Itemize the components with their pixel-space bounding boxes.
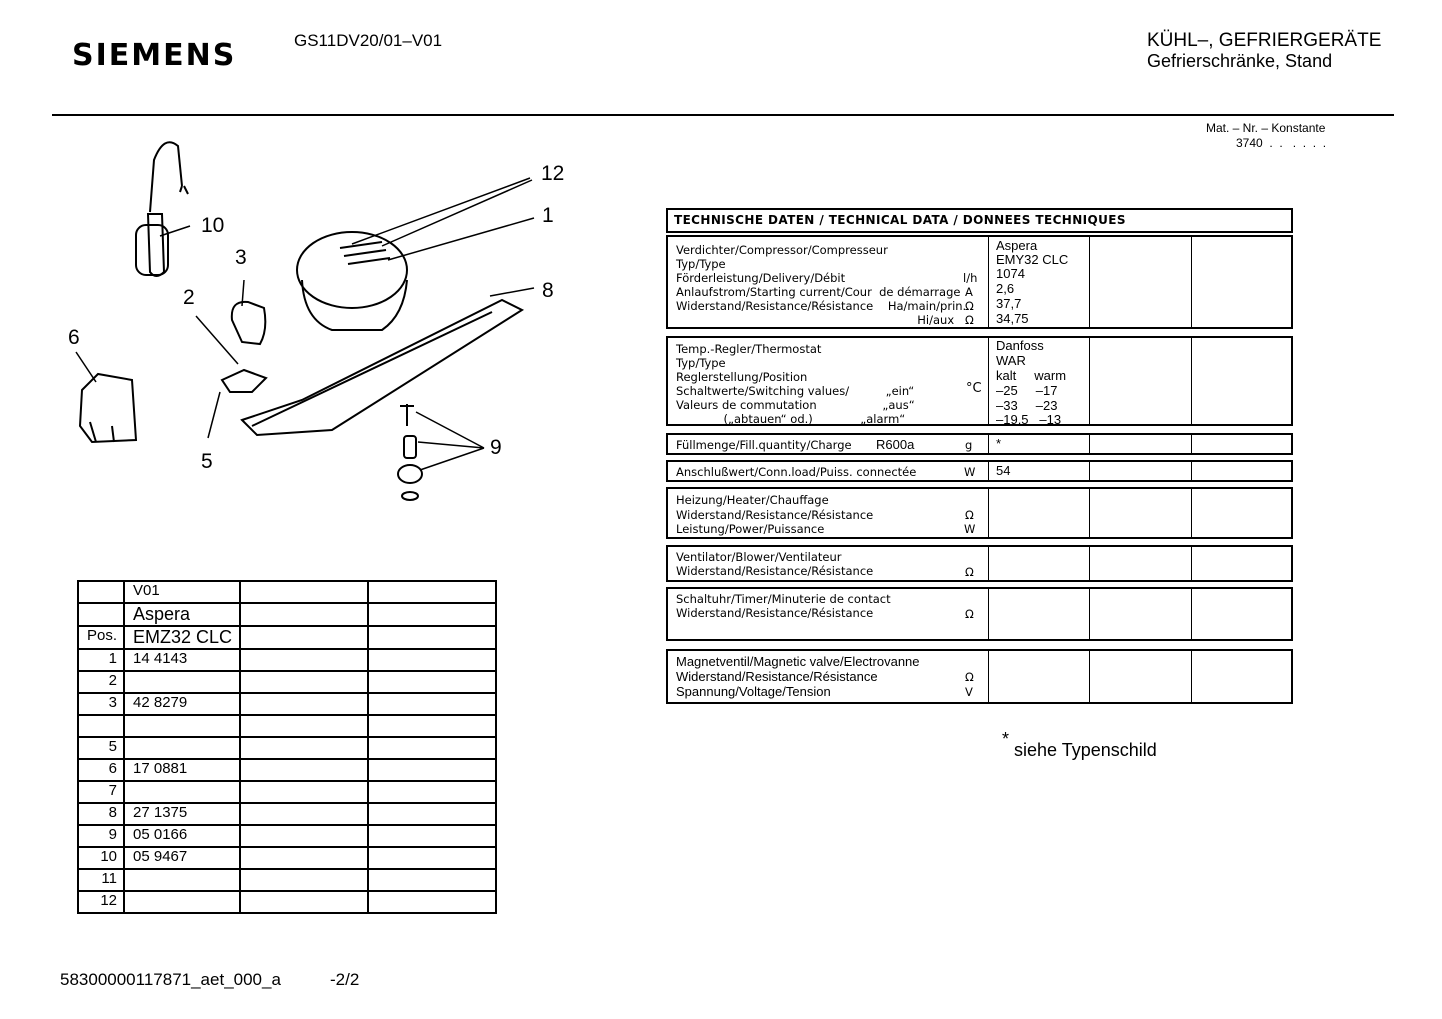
unit-ohm: Ω	[965, 565, 974, 579]
table-row	[78, 671, 496, 693]
table-row	[78, 737, 496, 759]
part-number-cell: 17 0881	[124, 759, 240, 781]
thermostat-label: Temp.-Regler/Thermostat	[676, 342, 822, 356]
pos-cell: 6	[78, 759, 124, 781]
document-id: 58300000117871_aet_000_a	[60, 970, 281, 989]
refrigerant-value: R600a	[876, 437, 915, 452]
thermostat-type: WAR	[996, 353, 1026, 368]
model-number: GS11DV20/01–V01	[294, 31, 443, 50]
unit-ohm: Ω	[965, 508, 974, 522]
position-label: Reglerstellung/Position	[676, 370, 808, 384]
resistance-main-label: Widerstand/Resistance/Résistance Ha/main/prin.	[676, 299, 967, 313]
callout-9: 9	[490, 436, 502, 459]
note-asterisk: *	[1002, 729, 1010, 749]
part-number-cell: 27 1375	[124, 803, 240, 825]
mat-nr-label: Mat. – Nr. – Konstante	[1206, 121, 1326, 135]
compressor-make: Aspera	[996, 238, 1038, 253]
callout-6: 6	[68, 326, 80, 349]
table-row	[78, 693, 496, 715]
table-cell	[368, 781, 496, 803]
pos-cell	[78, 715, 124, 737]
voltage-label: Spannung/Voltage/Tension	[676, 684, 831, 699]
table-cell	[240, 781, 368, 803]
resistance-label: Widerstand/Resistance/Résistance	[676, 669, 878, 684]
mat-nr-value: 3740 . . . . . .	[1236, 136, 1327, 150]
switching-on-label: Schaltwerte/Switching values/ „ein“	[676, 384, 915, 398]
unit-celsius: °C	[966, 381, 982, 396]
table-cell	[240, 693, 368, 715]
table-cell	[78, 603, 124, 626]
resistance-label: Widerstand/Resistance/Résistance	[676, 564, 874, 578]
table-cell	[240, 891, 368, 913]
part-number-cell	[124, 781, 240, 803]
callout-3: 3	[235, 246, 247, 269]
resistance-label: Widerstand/Resistance/Résistance	[676, 606, 874, 620]
compressor-type: EMY32 CLC	[996, 252, 1069, 267]
switching-off-label: Valeurs de commutation „aus“	[676, 398, 915, 412]
unit-v: V	[965, 685, 973, 699]
timer-label: Schaltuhr/Timer/Minuterie de contact	[676, 592, 891, 606]
magnetic-valve-section	[666, 649, 1293, 704]
unit-ohm: Ω	[965, 670, 974, 684]
table-row	[78, 891, 496, 913]
pos-cell: 9	[78, 825, 124, 847]
starting-current-label: Anlaufstrom/Starting current/Cour de démarrage	[676, 285, 961, 299]
table-cell	[368, 869, 496, 891]
table-cell	[368, 693, 496, 715]
table-row	[78, 581, 496, 603]
position-values: kalt warm	[996, 368, 1067, 383]
bolt-drawing	[400, 404, 414, 426]
part-number-cell	[124, 715, 240, 737]
pos-cell: 3	[78, 693, 124, 715]
base-plate-drawing	[242, 300, 522, 435]
callout-1: 1	[542, 204, 554, 227]
unit-a: A	[965, 285, 973, 299]
part-number-cell	[124, 891, 240, 913]
switch-on-values: –25 –17	[996, 383, 1058, 398]
table-row	[78, 649, 496, 671]
table-cell	[368, 891, 496, 913]
pos-header-cell: Pos.	[78, 626, 124, 649]
resistance-main-value: 37,7	[996, 296, 1022, 311]
part-number-cell	[124, 671, 240, 693]
cover-drawing	[80, 374, 136, 442]
table-row	[78, 847, 496, 869]
unit-w: W	[964, 465, 976, 479]
connected-load-section	[666, 460, 1293, 482]
pos-cell: 8	[78, 803, 124, 825]
fill-quantity-section	[666, 433, 1293, 455]
callout-2: 2	[183, 286, 195, 309]
table-cell	[368, 715, 496, 737]
table-row	[78, 626, 496, 649]
header-divider	[52, 114, 1394, 116]
blower-section	[666, 545, 1293, 582]
callout-8: 8	[542, 279, 554, 302]
table-cell	[368, 737, 496, 759]
pos-cell: 10	[78, 847, 124, 869]
delivery-label: Förderleistung/Delivery/Débit	[676, 271, 846, 285]
table-row	[78, 781, 496, 803]
part-number-cell	[124, 869, 240, 891]
defrost-alarm-label: („abtauen“ od.) „alarm“	[676, 412, 906, 426]
pos-cell: 11	[78, 869, 124, 891]
table-cell	[240, 715, 368, 737]
type-label: Typ/Type	[676, 356, 726, 370]
table-cell	[240, 581, 368, 603]
table-cell	[368, 847, 496, 869]
compressor-type-cell: EMZ32 CLC	[124, 626, 240, 649]
compressor-label: Verdichter/Compressor/Compresseur	[676, 243, 888, 257]
table-row	[78, 803, 496, 825]
table-cell	[240, 671, 368, 693]
magnetic-valve-label: Magnetventil/Magnetic valve/Electrovanne	[676, 654, 920, 669]
manufacturer-cell: Aspera	[124, 603, 240, 626]
resistance-aux-value: 34,75	[996, 311, 1029, 326]
table-cell	[240, 737, 368, 759]
siemens-logo: SIEMENS	[72, 38, 237, 73]
table-cell	[240, 626, 368, 649]
callout-10: 10	[201, 214, 225, 237]
table-cell	[368, 759, 496, 781]
pos-cell: 5	[78, 737, 124, 759]
table-row	[78, 759, 496, 781]
table-cell	[368, 626, 496, 649]
table-row	[78, 603, 496, 626]
delivery-value: 1074	[996, 266, 1025, 281]
part-number-cell: 14 4143	[124, 649, 240, 671]
unit-g: g	[965, 438, 973, 452]
table-cell	[368, 603, 496, 626]
table-cell	[368, 649, 496, 671]
connected-load-value: 54	[996, 463, 1011, 478]
table-cell	[240, 803, 368, 825]
callout-5: 5	[201, 450, 213, 473]
pos-cell: 12	[78, 891, 124, 913]
table-cell	[240, 649, 368, 671]
rating-plate-note	[1002, 729, 1157, 761]
unit-ohm: Ω	[965, 313, 974, 327]
capacitor-drawing	[148, 214, 164, 276]
heater-section	[666, 487, 1293, 539]
blower-label: Ventilator/Blower/Ventilateur	[676, 550, 842, 564]
part-number-cell: 05 0166	[124, 825, 240, 847]
table-cell	[240, 603, 368, 626]
page-number: -2/2	[330, 970, 360, 989]
version-cell: V01	[124, 581, 240, 603]
table-cell	[240, 869, 368, 891]
type-label: Typ/Type	[676, 257, 726, 271]
table-cell	[240, 759, 368, 781]
switch-off-values: –33 –23	[996, 398, 1058, 413]
table-row	[78, 715, 496, 737]
tech-data-title: TECHNISCHE DATEN / TECHNICAL DATA / DONNEES TECHNIQUES	[674, 213, 1126, 227]
clip-drawing	[222, 370, 266, 392]
thermostat-make: Danfoss	[996, 338, 1044, 353]
pos-cell: 7	[78, 781, 124, 803]
resistance-aux-label: Hi/aux	[676, 313, 955, 327]
category-title: KÜHL–, GEFRIERGERÄTE	[1147, 30, 1382, 51]
pos-cell: 2	[78, 671, 124, 693]
unit-lh: l/h	[963, 271, 978, 285]
timer-section	[666, 587, 1293, 641]
compressor-section	[666, 235, 1293, 329]
parts-table	[77, 580, 497, 914]
unit-ohm: Ω	[965, 607, 974, 621]
alarm-values: –19,5 –13	[996, 412, 1062, 427]
table-row	[78, 825, 496, 847]
category-subtitle: Gefrierschränke, Stand	[1147, 51, 1333, 71]
fill-quantity-value: *	[996, 436, 1002, 451]
fill-quantity-label: Füllmenge/Fill.quantity/Charge	[676, 438, 852, 452]
heater-label: Heizung/Heater/Chauffage	[676, 493, 829, 507]
part-number-cell: 05 9467	[124, 847, 240, 869]
pos-cell: 1	[78, 649, 124, 671]
connected-load-label: Anschlußwert/Conn.load/Puiss. connectée	[676, 465, 917, 479]
protector-drawing	[232, 302, 266, 344]
unit-ohm: Ω	[965, 299, 974, 313]
part-number-cell	[124, 737, 240, 759]
unit-w: W	[964, 522, 976, 536]
resistance-label: Widerstand/Resistance/Résistance	[676, 508, 874, 522]
table-cell	[368, 825, 496, 847]
cable-drawing	[150, 142, 182, 212]
tech-data-title-box	[666, 208, 1293, 233]
table-row	[78, 869, 496, 891]
thermostat-section	[666, 336, 1293, 426]
table-cell	[78, 581, 124, 603]
table-cell	[240, 825, 368, 847]
note-text: siehe Typenschild	[1009, 740, 1157, 760]
table-cell	[368, 581, 496, 603]
callout-12: 12	[541, 162, 565, 185]
exploded-parts-diagram	[52, 130, 612, 530]
starting-current-value: 2,6	[996, 281, 1015, 296]
table-cell	[368, 803, 496, 825]
table-cell	[240, 847, 368, 869]
table-cell	[368, 671, 496, 693]
power-label: Leistung/Power/Puissance	[676, 522, 825, 536]
part-number-cell: 42 8279	[124, 693, 240, 715]
